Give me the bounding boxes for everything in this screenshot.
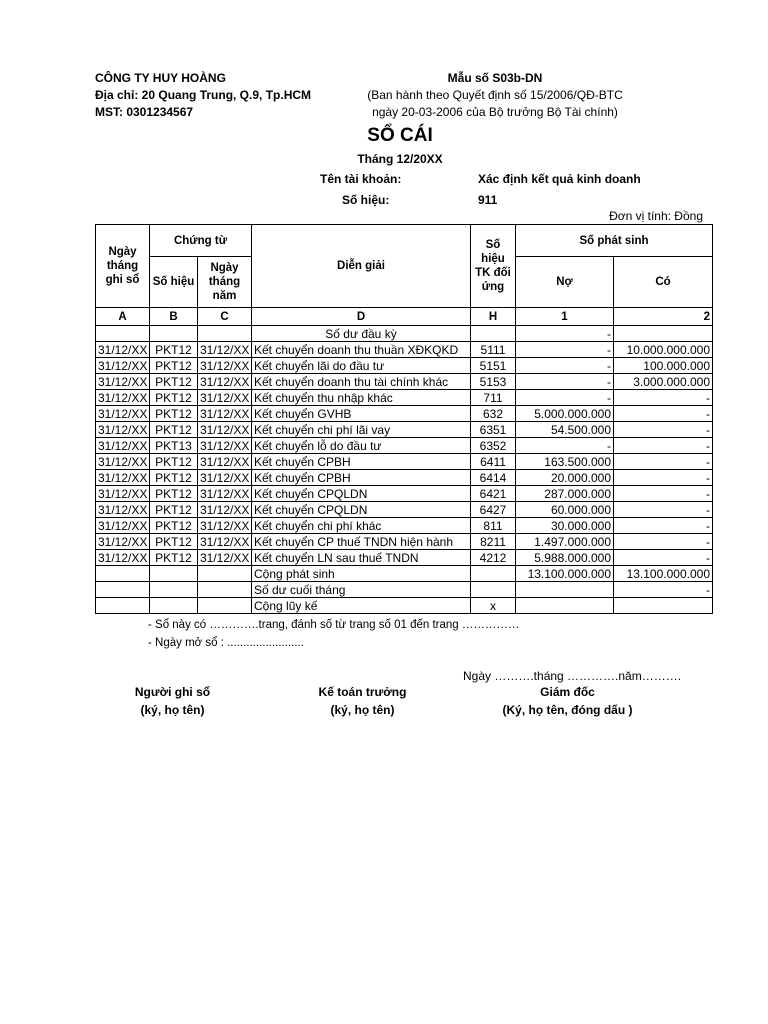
company-name: CÔNG TY HUY HOÀNG — [95, 71, 226, 85]
cell-description: Kết chuyển doanh thu thuần XĐKQKD — [252, 342, 471, 358]
cell-description: Kết chuyển CP thuế TNDN hiện hành — [252, 534, 471, 550]
table-row — [96, 406, 713, 422]
document-title: SỔ CÁI — [367, 125, 433, 146]
opening-balance-row — [96, 326, 713, 342]
cell-contra-account: 6427 — [471, 502, 516, 518]
cell-description: Kết chuyển chi phí lãi vay — [252, 422, 471, 438]
cell-debit: 30.000.000 — [516, 518, 614, 534]
table-row — [96, 390, 713, 406]
cell-debit: 20.000.000 — [516, 470, 614, 486]
closing-balance-credit: - — [614, 582, 713, 598]
cell-voucher-date: 31/12/XX — [198, 358, 252, 374]
code-2: 2 — [614, 308, 713, 326]
cell-date: 31/12/XX — [96, 502, 150, 518]
table-row — [96, 470, 713, 486]
cell-date: 31/12/XX — [96, 454, 150, 470]
cell-voucher-date: 31/12/XX — [198, 374, 252, 390]
cell-date: 31/12/XX — [96, 470, 150, 486]
closing-balance-row — [96, 582, 713, 598]
cell-credit: - — [614, 550, 713, 566]
cell-contra-account: 6411 — [471, 454, 516, 470]
cell-date: 31/12/XX — [96, 358, 150, 374]
cell-voucher-number: PKT13 — [150, 438, 198, 454]
cell-date: 31/12/XX — [96, 390, 150, 406]
table-row — [96, 502, 713, 518]
cell-credit: - — [614, 422, 713, 438]
cell-voucher-number: PKT12 — [150, 486, 198, 502]
code-a: A — [96, 308, 150, 326]
signature-date-line: Ngày ……….tháng ………….năm………. — [463, 669, 682, 683]
cell-credit: - — [614, 438, 713, 454]
table-row — [96, 358, 713, 374]
header-credit: Có — [614, 257, 713, 308]
cell-date: 31/12/XX — [96, 422, 150, 438]
cell-date: 31/12/XX — [96, 518, 150, 534]
turnover-debit: 13.100.000.000 — [516, 566, 614, 582]
code-h: H — [471, 308, 516, 326]
cell-credit: - — [614, 390, 713, 406]
cell-voucher-number: PKT12 — [150, 406, 198, 422]
cell-description: Kết chuyển thu nhập khác — [252, 390, 471, 406]
cell-voucher-number: PKT12 — [150, 342, 198, 358]
cell-voucher-date: 31/12/XX — [198, 486, 252, 502]
cumulative-acct: x — [471, 598, 516, 614]
cell-credit: - — [614, 502, 713, 518]
cell-contra-account: 711 — [471, 390, 516, 406]
cell-debit: - — [516, 358, 614, 374]
header-description: Diễn giải — [252, 225, 471, 308]
cell-contra-account: 6414 — [471, 470, 516, 486]
header-voucher: Chứng từ — [150, 225, 252, 257]
cell-description: Kết chuyển lỗ do đầu tư — [252, 438, 471, 454]
cell-credit: 10.000.000.000 — [614, 342, 713, 358]
cumulative-row — [96, 598, 713, 614]
table-row — [96, 438, 713, 454]
cell-credit: - — [614, 534, 713, 550]
cell-voucher-number: PKT12 — [150, 518, 198, 534]
cell-debit: 5.988.000.000 — [516, 550, 614, 566]
cell-voucher-date: 31/12/XX — [198, 438, 252, 454]
table-row — [96, 550, 713, 566]
cell-credit: - — [614, 518, 713, 534]
cell-debit: 163.500.000 — [516, 454, 614, 470]
signature-recorder-note: (ký, họ tên) — [140, 703, 205, 717]
cell-date: 31/12/XX — [96, 374, 150, 390]
turnover-label: Cộng phát sinh — [252, 566, 471, 582]
cell-debit: 5.000.000.000 — [516, 406, 614, 422]
opening-balance-label: Số dư đầu kỳ — [252, 326, 471, 342]
code-1: 1 — [516, 308, 614, 326]
cell-voucher-date: 31/12/XX — [198, 406, 252, 422]
cell-voucher-date: 31/12/XX — [198, 550, 252, 566]
cell-contra-account: 632 — [471, 406, 516, 422]
header-debit: Nợ — [516, 257, 614, 308]
cell-description: Kết chuyển doanh thu tài chính khác — [252, 374, 471, 390]
cell-contra-account: 811 — [471, 518, 516, 534]
code-b: B — [150, 308, 198, 326]
cell-debit: - — [516, 438, 614, 454]
cell-voucher-date: 31/12/XX — [198, 518, 252, 534]
cell-description: Kết chuyển GVHB — [252, 406, 471, 422]
cell-voucher-date: 31/12/XX — [198, 454, 252, 470]
cell-voucher-number: PKT12 — [150, 358, 198, 374]
header-voucher-number: Số hiệu — [150, 257, 198, 308]
cell-voucher-date: 31/12/XX — [198, 470, 252, 486]
header-record-date: Ngày tháng ghi sổ — [96, 225, 150, 308]
table-row — [96, 374, 713, 390]
account-name-value: Xác định kết quả kinh doanh — [478, 172, 641, 186]
opening-balance-debit: - — [516, 326, 614, 342]
table-row — [96, 422, 713, 438]
cell-voucher-number: PKT12 — [150, 374, 198, 390]
account-code-label: Số hiệu: — [342, 193, 390, 207]
cell-date: 31/12/XX — [96, 550, 150, 566]
cell-voucher-number: PKT12 — [150, 502, 198, 518]
cell-voucher-number: PKT12 — [150, 534, 198, 550]
account-code-value: 911 — [478, 193, 498, 207]
cell-description: Kết chuyển chi phí khác — [252, 518, 471, 534]
code-c: C — [198, 308, 252, 326]
cell-voucher-date: 31/12/XX — [198, 534, 252, 550]
period: Tháng 12/20XX — [357, 152, 443, 166]
cell-voucher-date: 31/12/XX — [198, 422, 252, 438]
turnover-row — [96, 566, 713, 582]
cell-contra-account: 5151 — [471, 358, 516, 374]
cell-credit: - — [614, 486, 713, 502]
cell-description: Kết chuyển CPQLDN — [252, 486, 471, 502]
cell-debit: - — [516, 374, 614, 390]
cell-description: Kết chuyển CPBH — [252, 470, 471, 486]
cumulative-label: Cộng lũy kế — [252, 598, 471, 614]
table-row — [96, 342, 713, 358]
cell-credit: - — [614, 470, 713, 486]
closing-balance-label: Số dư cuối tháng — [252, 582, 471, 598]
cell-voucher-number: PKT12 — [150, 422, 198, 438]
cell-voucher-number: PKT12 — [150, 470, 198, 486]
cell-credit: 100.000.000 — [614, 358, 713, 374]
form-issued-line-2: ngày 20-03-2006 của Bộ trưởng Bộ Tài chính) — [372, 105, 618, 119]
cell-voucher-date: 31/12/XX — [198, 390, 252, 406]
cell-description: Kết chuyển lãi do đầu tư — [252, 358, 471, 374]
form-issued-line-1: (Ban hành theo Quyết định số 15/2006/QĐ-BTC — [367, 88, 623, 102]
cell-description: Kết chuyển CPQLDN — [252, 502, 471, 518]
signature-recorder-role: Người ghi sổ — [134, 685, 211, 699]
cell-contra-account: 4212 — [471, 550, 516, 566]
cell-date: 31/12/XX — [96, 486, 150, 502]
cell-voucher-number: PKT12 — [150, 550, 198, 566]
cell-contra-account: 8211 — [471, 534, 516, 550]
note-open-date: - Ngày mở sổ : ........................ — [148, 637, 304, 649]
unit-label: Đơn vị tính: Đồng — [609, 209, 703, 223]
note-pages: - Sổ này có ………….trang, đánh số từ trang số 01 đến trang …………… — [148, 619, 520, 631]
cell-contra-account: 6351 — [471, 422, 516, 438]
cell-contra-account: 6421 — [471, 486, 516, 502]
signature-chief-accountant-note: (ký, họ tên) — [330, 703, 395, 717]
cell-debit: 60.000.000 — [516, 502, 614, 518]
cell-description: Kết chuyển LN sau thuế TNDN — [252, 550, 471, 566]
table-row — [96, 486, 713, 502]
cell-date: 31/12/XX — [96, 406, 150, 422]
table-row — [96, 454, 713, 470]
turnover-credit: 13.100.000.000 — [614, 566, 713, 582]
cell-description: Kết chuyển CPBH — [252, 454, 471, 470]
cell-debit: 287.000.000 — [516, 486, 614, 502]
cell-contra-account: 5153 — [471, 374, 516, 390]
signature-director-role: Giám đốc — [540, 685, 595, 699]
cell-date: 31/12/XX — [96, 438, 150, 454]
cell-voucher-date: 31/12/XX — [198, 502, 252, 518]
cell-voucher-date: 31/12/XX — [198, 342, 252, 358]
cell-voucher-number: PKT12 — [150, 390, 198, 406]
form-code: Mẫu số S03b-DN — [447, 71, 543, 85]
signature-chief-accountant-role: Kế toán trưởng — [318, 685, 407, 699]
cell-debit: - — [516, 390, 614, 406]
account-name-label: Tên tài khoản: — [320, 172, 402, 186]
cell-contra-account: 5111 — [471, 342, 516, 358]
cell-date: 31/12/XX — [96, 342, 150, 358]
cell-voucher-number: PKT12 — [150, 454, 198, 470]
cell-debit: 1.497.000.000 — [516, 534, 614, 550]
header-voucher-date: Ngày tháng năm — [198, 257, 252, 308]
cell-credit: - — [614, 454, 713, 470]
company-tax-code: MST: 0301234567 — [95, 105, 194, 119]
cell-credit: - — [614, 406, 713, 422]
header-amount: Số phát sinh — [516, 225, 713, 257]
signature-director-note: (Ký, họ tên, đóng dấu ) — [502, 703, 633, 717]
cell-date: 31/12/XX — [96, 534, 150, 550]
cell-credit: 3.000.000.000 — [614, 374, 713, 390]
cell-debit: - — [516, 342, 614, 358]
table-row — [96, 518, 713, 534]
header-contra-account: Số hiệu TK đối ứng — [471, 225, 516, 308]
code-d: D — [252, 308, 471, 326]
cell-contra-account: 6352 — [471, 438, 516, 454]
table-row — [96, 534, 713, 550]
cell-debit: 54.500.000 — [516, 422, 614, 438]
ledger-table — [95, 224, 713, 614]
company-address: Địa chỉ: 20 Quang Trung, Q.9, Tp.HCM — [95, 88, 312, 102]
